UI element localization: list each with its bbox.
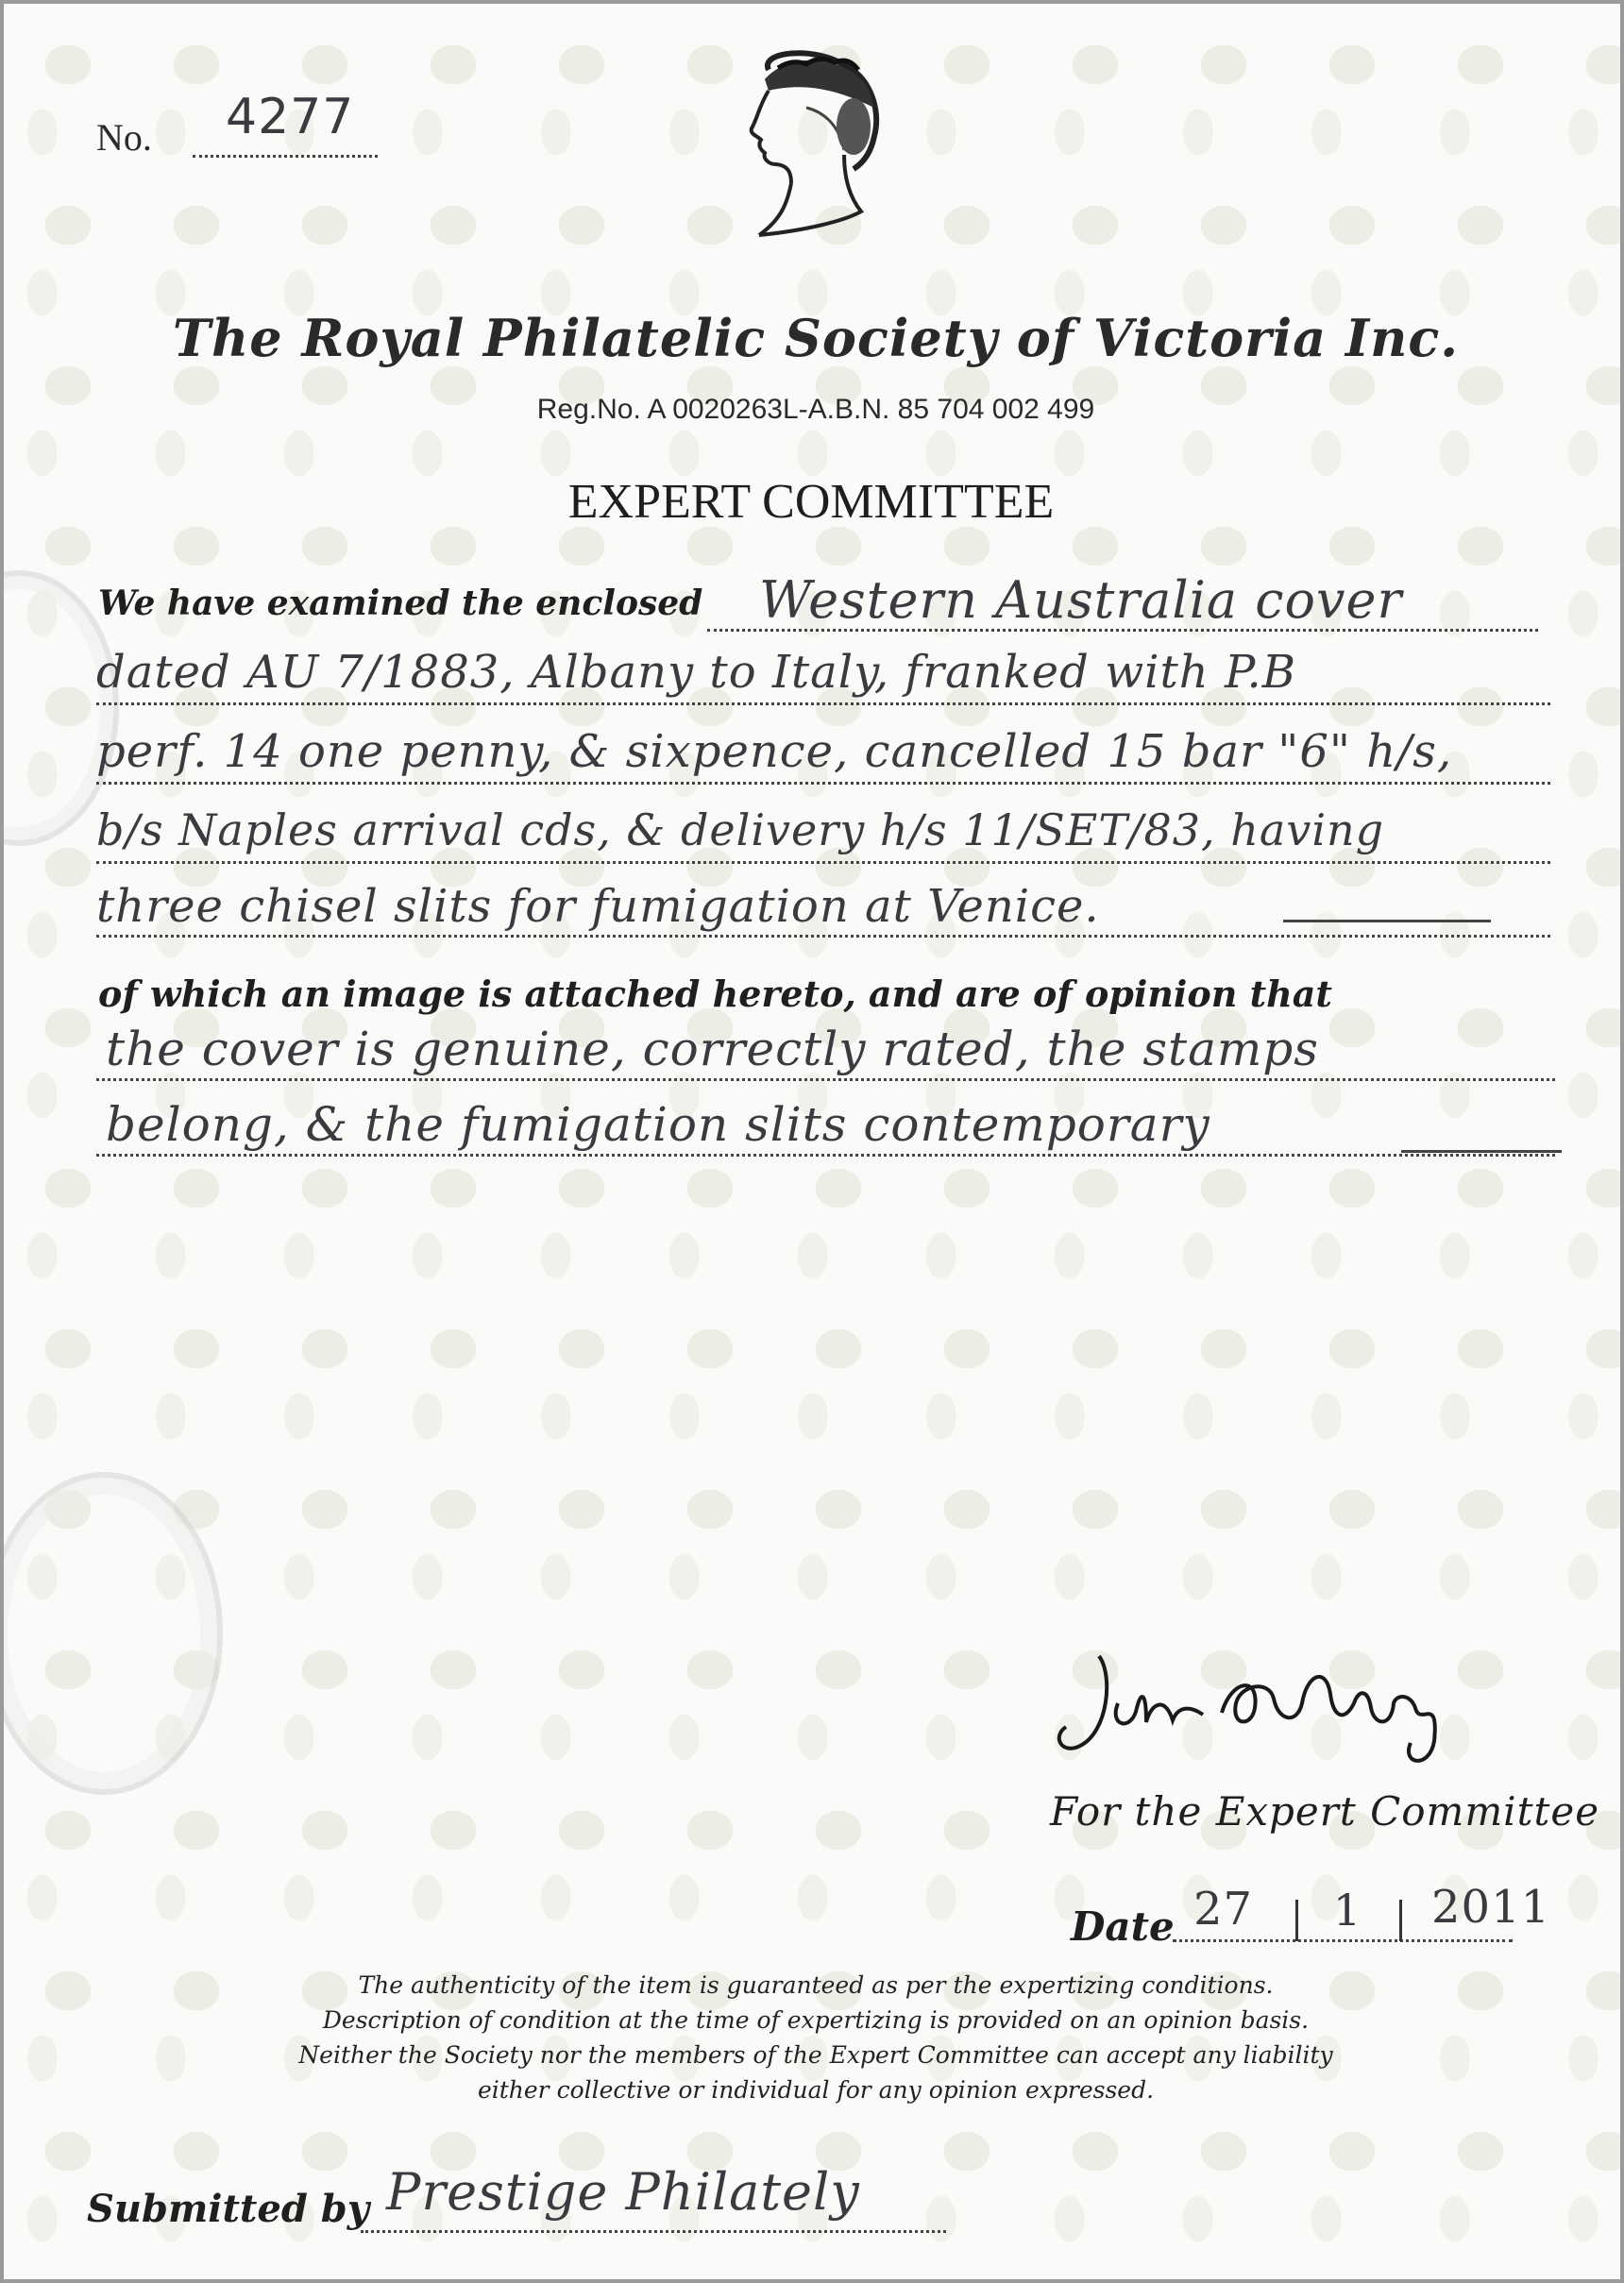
date-year: 2011 [1431,1881,1551,1934]
registration-number: Reg.No. A 0020263L-A.B.N. 85 704 002 499 [536,394,1095,425]
submitted-line [361,2230,946,2233]
item-description-line-4: b/s Naples arrival cds, & delivery h/s 11/SET/83, having [96,804,1385,855]
opinion-line-2 [96,1154,1555,1157]
examined-label: We have examined the enclosed [98,583,703,623]
item-description-line-3: perf. 14 one penny, & sixpence, cancelled 15 bar "6" h/s, [96,725,1453,778]
submitted-by-value: Prestige Philately [386,2162,860,2222]
description-line-3 [96,782,1550,785]
guarantee-line-3: Neither the Society nor the members of the Expert Committee can accept any liability [298,2041,1333,2069]
submitted-label: Submitted by [87,2187,369,2231]
signature-caption: For the Expert Committee [1050,1788,1600,1835]
opinion-text-line-2: belong, & the fumigation slits contemporary [106,1097,1210,1152]
date-separator-1 [1295,1900,1298,1941]
committee-heading: EXPERT COMMITTEE [567,475,1055,529]
item-description-line-2: dated AU 7/1883, Albany to Italy, franked with P.B [96,646,1297,699]
item-description-line-1: Western Australia cover [759,570,1403,630]
signature [1042,1637,1514,1779]
date-month: 1 [1333,1885,1362,1936]
date-separator-2 [1399,1900,1402,1941]
certificate-number-line [193,155,378,158]
date-line [1173,1939,1513,1942]
guarantee-block [4,1968,1624,2107]
certificate-number-label: No. [96,116,152,159]
opinion-text-line-1: the cover is genuine, correctly rated, the stamps [106,1022,1319,1076]
society-name: The Royal Philatelic Society of Victoria Inc. [172,308,1460,368]
guarantee-line-2: Description of condition at the time of expertizing is provided on an opinion basis. [322,2006,1310,2034]
item-description-line-5: three chisel slits for fumigation at Venice. [96,880,1100,933]
description-line-2 [96,702,1550,705]
opinion-line-1 [96,1078,1555,1081]
date-label: Date [1071,1903,1175,1950]
embossed-seal-bottom [0,1472,223,1795]
opinion-end-stroke [1401,1150,1562,1153]
description-line-4 [96,861,1550,864]
date-day: 27 [1193,1883,1254,1936]
queen-victoria-portrait-logo [702,42,910,268]
description-line-5 [96,935,1550,938]
guarantee-line-1: The authenticity of the item is guaranteed as per the expertizing conditions. [358,1971,1274,1999]
image-attached-label: of which an image is attached hereto, and are of opinion that [98,972,1332,1015]
description-end-stroke [1283,920,1491,922]
guarantee-line-4: either collective or individual for any opinion expressed. [477,2076,1155,2104]
certificate-number-value: 4277 [226,89,355,145]
